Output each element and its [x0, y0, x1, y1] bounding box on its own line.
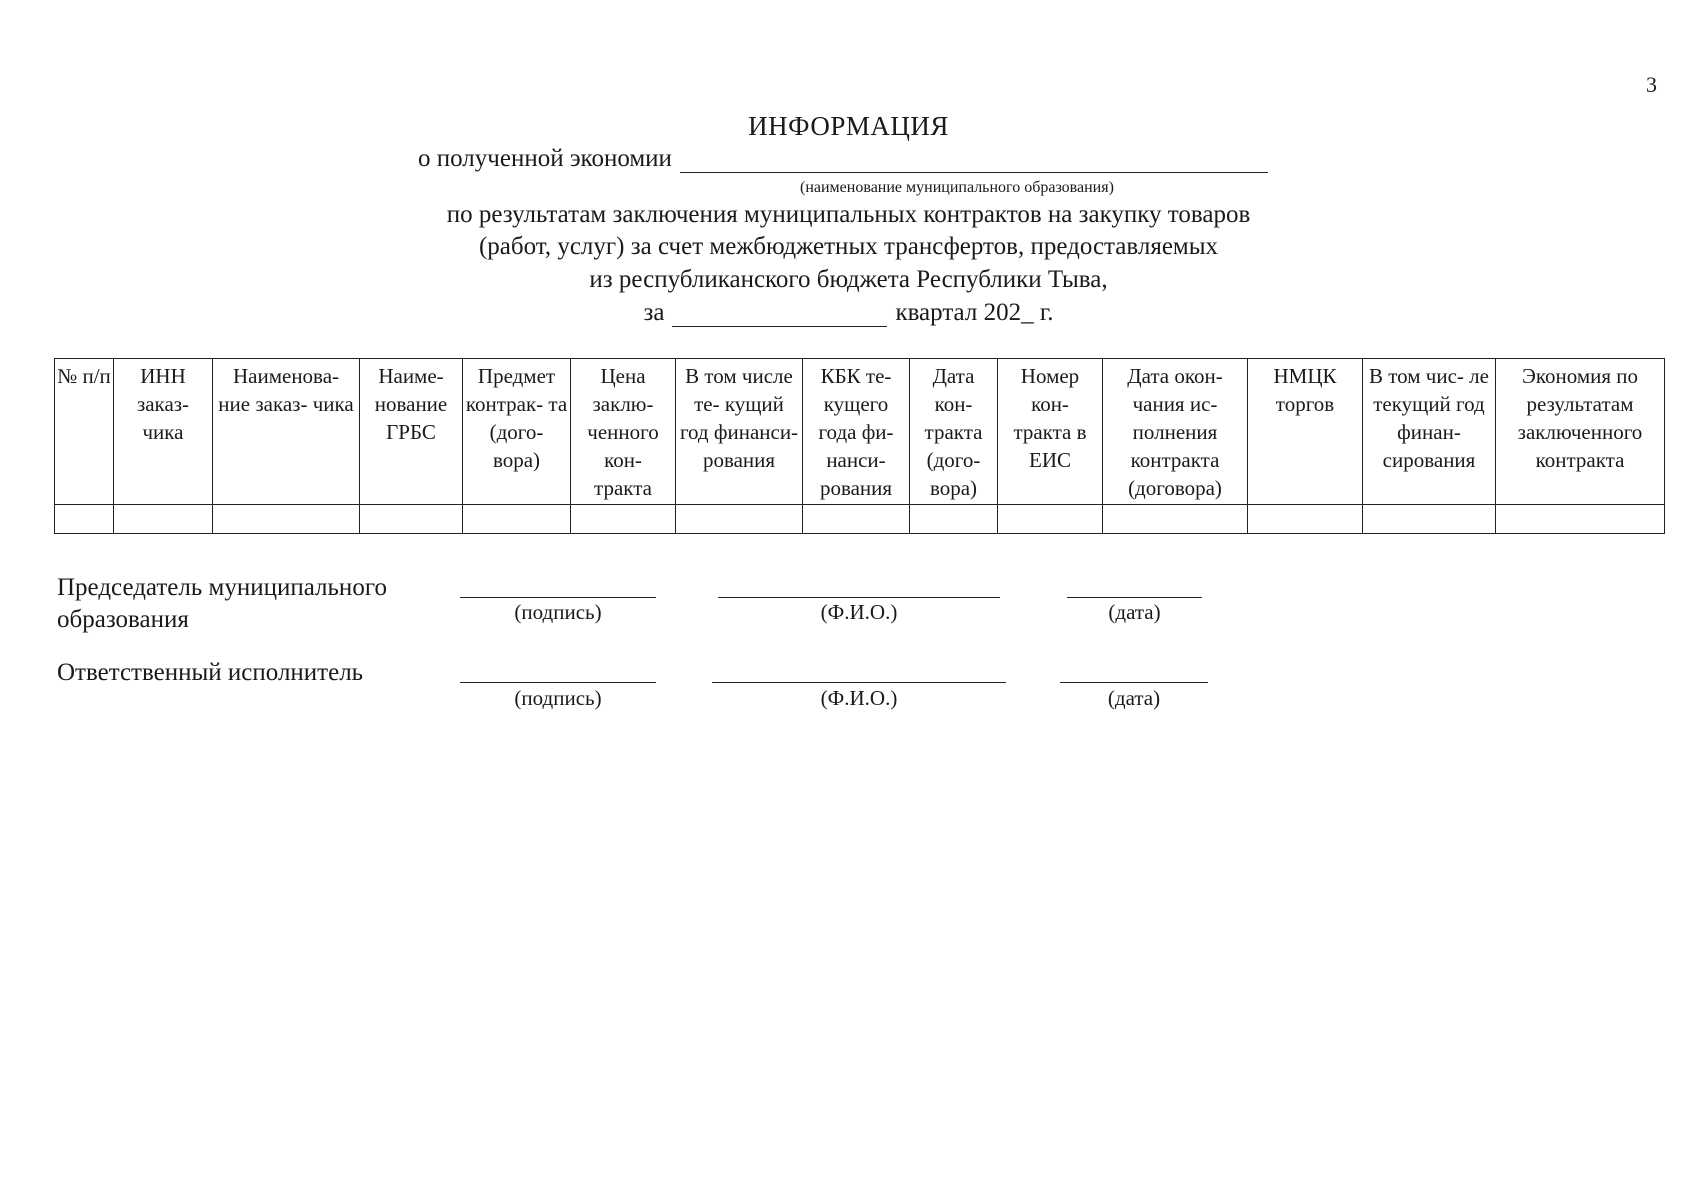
table-row [55, 505, 1665, 534]
table-cell[interactable] [1103, 505, 1248, 534]
subtitle-line-3: из республиканского бюджета Республики Тыва, [589, 266, 1108, 293]
column-header: В том чис- ле текущий год финан- сирования [1363, 359, 1496, 505]
column-header: Экономия по результатам заключенного контракта [1496, 359, 1665, 505]
table-header-row [55, 359, 1665, 505]
chairman-name-field[interactable] [718, 596, 1000, 598]
chairman-signature-caption: (подпись) [514, 600, 602, 624]
table-cell[interactable] [1363, 505, 1496, 534]
column-header: ИНН заказ- чика [114, 359, 213, 505]
column-header: Наиме- нование ГРБС [360, 359, 463, 505]
chairman-label [57, 572, 387, 636]
executor-name-field[interactable] [712, 681, 1006, 683]
municipality-name-field[interactable] [680, 149, 1268, 173]
quarter-suffix: квартал 202_ г. [895, 299, 1054, 326]
column-header: Предмет контрак- та (дого- вора) [463, 359, 571, 505]
table-cell[interactable] [676, 505, 803, 534]
table-cell[interactable] [463, 505, 571, 534]
chairman-label-line-1: Председатель муниципального [57, 574, 387, 601]
table-cell[interactable] [213, 505, 360, 534]
executor-name-caption: (Ф.И.О.) [820, 686, 898, 710]
column-header: КБК те- кущего года фи- нанси- рования [803, 359, 910, 505]
executor-label [57, 657, 363, 689]
economy-line-text: о полученной экономии [418, 145, 672, 172]
table-cell[interactable] [1496, 505, 1665, 534]
economy-table [54, 358, 1665, 534]
executor-label-line-1: Ответственный исполнитель [57, 659, 364, 686]
table-cell[interactable] [360, 505, 463, 534]
chairman-signature-field[interactable] [460, 596, 656, 598]
chairman-date-caption: (дата) [1108, 600, 1161, 624]
column-header: Цена заклю- ченного кон- тракта [571, 359, 676, 505]
executor-date-field[interactable] [1060, 681, 1208, 683]
column-header: Дата окон- чания ис- полнения контракта (договора) [1103, 359, 1248, 505]
chairman-label-line-2: образования [57, 606, 189, 633]
executor-signature-caption: (подпись) [514, 686, 602, 710]
chairman-date-field[interactable] [1067, 596, 1202, 598]
subtitle-line-1: по результатам заключения муниципальных контрактов на закупку товаров [446, 201, 1251, 228]
quarter-prefix: за [643, 299, 665, 326]
table-cell[interactable] [1248, 505, 1363, 534]
table-cell[interactable] [571, 505, 676, 534]
column-header: Наименова- ние заказ- чика [213, 359, 360, 505]
column-header: В том числе те- кущий год финанси- рования [676, 359, 803, 505]
table-cell[interactable] [803, 505, 910, 534]
document-title: ИНФОРМАЦИЯ [748, 111, 949, 141]
executor-signature-field[interactable] [460, 681, 656, 683]
column-header: Номер кон- тракта в ЕИС [998, 359, 1103, 505]
table-cell[interactable] [910, 505, 998, 534]
page-number: 3 [1646, 72, 1657, 97]
executor-date-caption: (дата) [1107, 686, 1161, 710]
column-header: Дата кон- тракта (дого- вора) [910, 359, 998, 505]
quarter-line [0, 299, 1697, 327]
column-header: № п/п [55, 359, 114, 505]
municipality-name-caption: (наименование муниципального образования) [800, 179, 1114, 196]
table-cell[interactable] [114, 505, 213, 534]
table-cell[interactable] [55, 505, 114, 534]
chairman-name-caption: (Ф.И.О.) [820, 600, 898, 624]
economy-line [418, 145, 1268, 173]
table-cell[interactable] [998, 505, 1103, 534]
subtitle-line-2: (работ, услуг) за счет межбюджетных трансфертов, предоставляемых [478, 233, 1219, 260]
column-header: НМЦК торгов [1248, 359, 1363, 505]
quarter-field[interactable] [672, 303, 887, 327]
